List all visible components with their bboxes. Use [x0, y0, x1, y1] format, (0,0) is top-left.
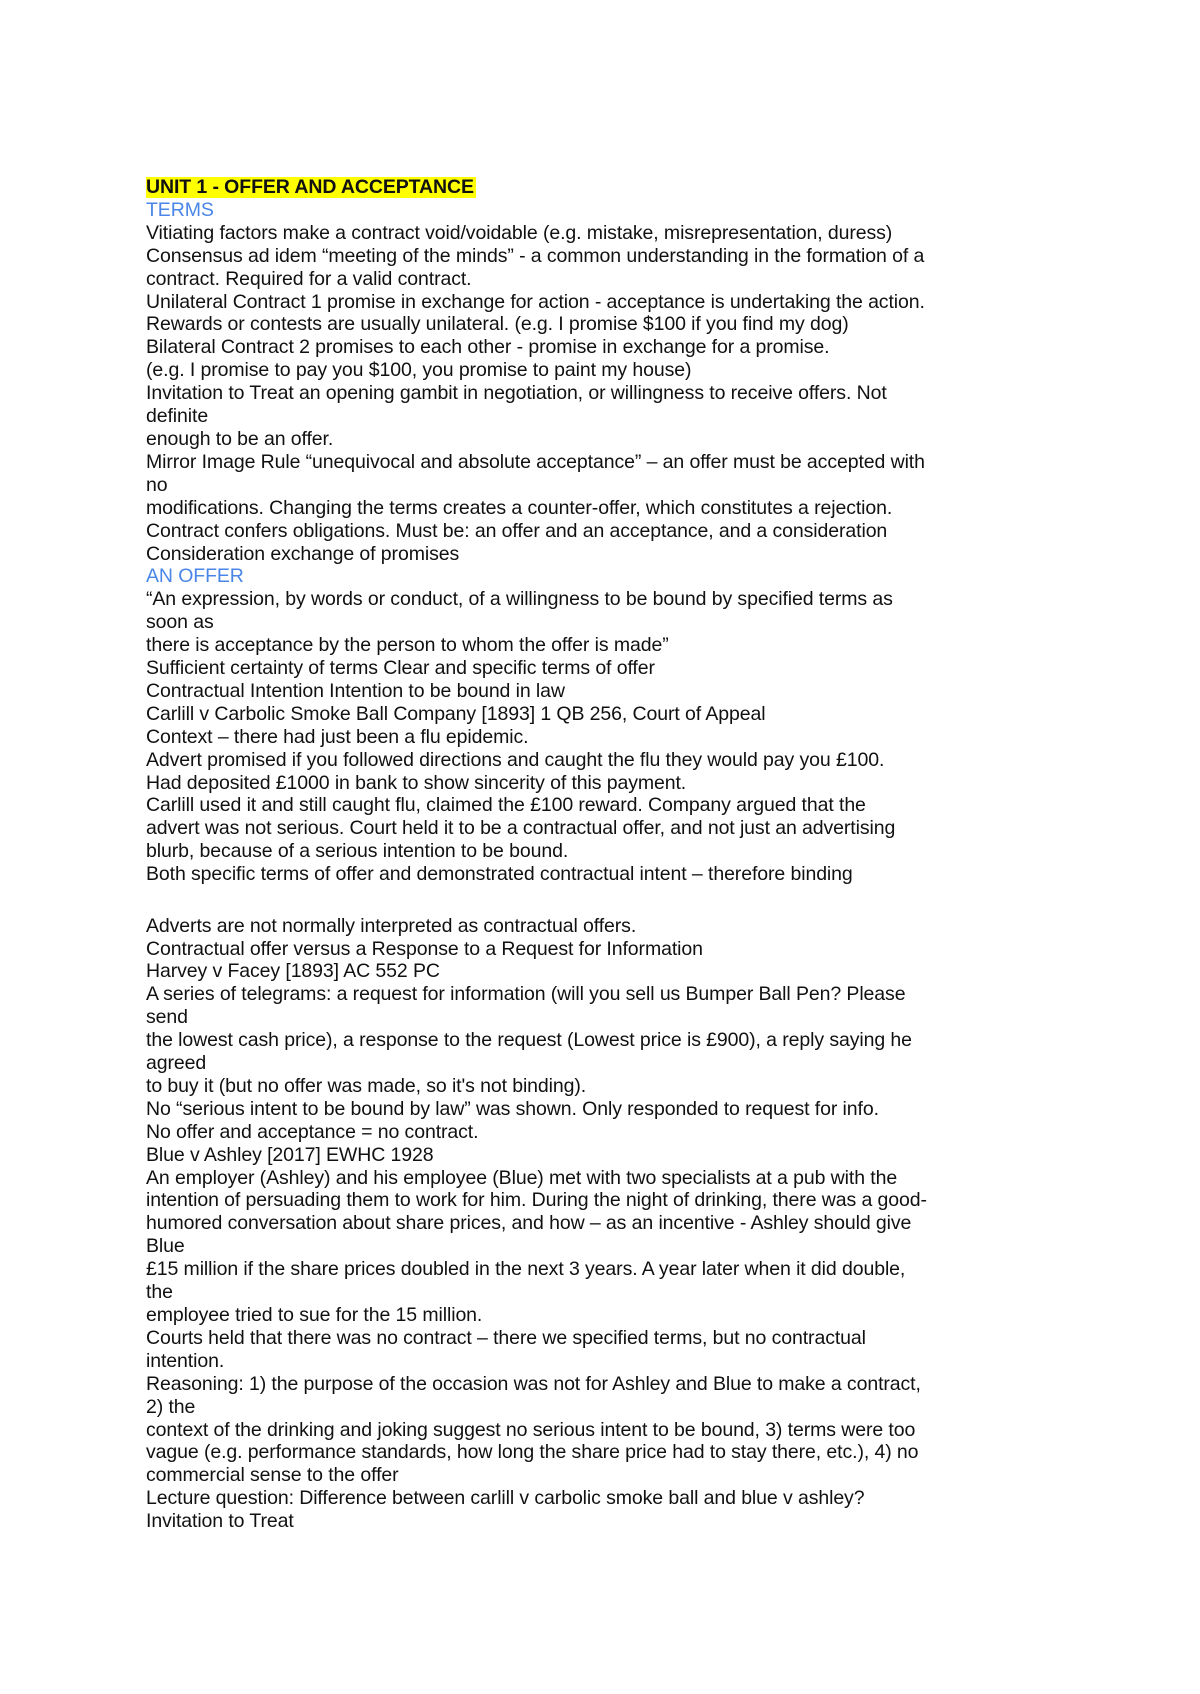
text-line: 2) the: [146, 1395, 196, 1418]
text-line: No “serious intent to be bound by law” was shown. Only responded to request for info.: [146, 1097, 879, 1120]
text-line: commercial sense to the offer: [146, 1464, 399, 1487]
text-line: Consensus ad idem “meeting of the minds” - a common understanding in the formation of a: [146, 244, 925, 267]
text-line: Blue: [146, 1235, 185, 1258]
text-line: the: [146, 1281, 173, 1304]
text-line: Mirror Image Rule “unequivocal and absolute acceptance” – an offer must be accepted with: [146, 450, 925, 473]
text-line: Adverts are not normally interpreted as contractual offers.: [146, 914, 637, 937]
document-title: UNIT 1 - OFFER AND ACCEPTANCE: [146, 176, 474, 198]
text-line: no: [146, 473, 168, 496]
text-line: (e.g. I promise to pay you $100, you promise to paint my house): [146, 359, 692, 382]
text-line: Invitation to Treat: [146, 1510, 294, 1533]
text-line: Rewards or contests are usually unilateral. (e.g. I promise $100 if you find my dog): [146, 313, 849, 336]
text-line: the lowest cash price), a response to the request (Lowest price is £900), a reply saying he: [146, 1029, 912, 1052]
text-line: Lecture question: Difference between carlill v carbolic smoke ball and blue v ashley?: [146, 1487, 865, 1510]
text-line: context of the drinking and joking suggest no serious intent to be bound, 3) terms were too: [146, 1418, 916, 1441]
text-line: Vitiating factors make a contract void/voidable (e.g. mistake, misrepresentation, duress): [146, 221, 893, 244]
paragraph-gap: [146, 886, 1156, 915]
text-line: blurb, because of a serious intention to be bound.: [146, 840, 569, 863]
text-line: humored conversation about share prices, and how – as an incentive - Ashley should give: [146, 1212, 912, 1235]
text-line: there is acceptance by the person to whom the offer is made”: [146, 634, 669, 657]
text-line: send: [146, 1006, 188, 1029]
text-line: advert was not serious. Court held it to be a contractual offer, and not just an advertising: [146, 817, 896, 840]
text-line: Reasoning: 1) the purpose of the occasion was not for Ashley and Blue to make a contract,: [146, 1372, 921, 1395]
text-line: Advert promised if you followed directions and caught the flu they would pay you £100.: [146, 748, 885, 771]
text-line: Blue v Ashley [2017] EWHC 1928: [146, 1143, 434, 1166]
text-line: Sufficient certainty of terms Clear and specific terms of offer: [146, 657, 655, 680]
text-line: Consideration exchange of promises: [146, 542, 460, 565]
text-line: Harvey v Facey [1893] AC 552 PC: [146, 960, 440, 983]
text-line: No offer and acceptance = no contract.: [146, 1120, 479, 1143]
text-line: Contract confers obligations. Must be: an offer and an acceptance, and a consideration: [146, 519, 888, 542]
text-line: modifications. Changing the terms creates a counter-offer, which constitutes a rejection.: [146, 496, 893, 519]
text-line: enough to be an offer.: [146, 427, 334, 450]
text-line: “An expression, by words or conduct, of a willingness to be bound by specified terms as: [146, 588, 893, 611]
text-line: intention of persuading them to work for him. During the night of drinking, there was a good-: [146, 1189, 927, 1212]
text-line: Unilateral Contract 1 promise in exchange for action - acceptance is undertaking the action.: [146, 290, 925, 313]
text-line: Invitation to Treat an opening gambit in negotiation, or willingness to receive offers. Not: [146, 382, 887, 405]
text-line: Had deposited £1000 in bank to show sincerity of this payment.: [146, 771, 687, 794]
text-line: intention.: [146, 1349, 225, 1372]
text-line: Context – there had just been a flu epidemic.: [146, 725, 529, 748]
terms-section: [146, 222, 1156, 566]
later-section: [146, 915, 1156, 1533]
text-line: Carlill used it and still caught flu, claimed the £100 reward. Company argued that the: [146, 794, 866, 817]
document-page: [146, 176, 1156, 1533]
text-line: Courts held that there was no contract – there we specified terms, but no contractual: [146, 1326, 866, 1349]
title-line: [146, 176, 1156, 199]
text-line: soon as: [146, 611, 214, 634]
text-line: Both specific terms of offer and demonstrated contractual intent – therefore binding: [146, 863, 853, 886]
text-line: Contractual offer versus a Response to a Request for Information: [146, 937, 703, 960]
text-line: definite: [146, 405, 209, 428]
text-line: employee tried to sue for the 15 million.: [146, 1304, 483, 1326]
text-line: An employer (Ashley) and his employee (Blue) met with two specialists at a pub with the: [146, 1166, 898, 1189]
text-line: vague (e.g. performance standards, how long the share price had to stay there, etc.), 4) no: [146, 1441, 919, 1464]
text-line: A series of telegrams: a request for information (will you sell us Bumper Ball Pen? Please: [146, 983, 906, 1006]
text-line: Contractual Intention Intention to be bound in law: [146, 679, 565, 702]
offer-section: [146, 588, 1156, 886]
section-heading-terms: TERMS: [146, 198, 214, 221]
text-line: agreed: [146, 1052, 207, 1075]
text-line: Bilateral Contract 2 promises to each other - promise in exchange for a promise.: [146, 336, 830, 359]
section-heading-offer: AN OFFER: [146, 565, 244, 588]
text-line: £15 million if the share prices doubled in the next 3 years. A year later when it did double,: [146, 1258, 906, 1281]
text-line: Carlill v Carbolic Smoke Ball Company [1893] 1 QB 256, Court of Appeal: [146, 702, 766, 725]
text-line: contract. Required for a valid contract.: [146, 267, 472, 290]
text-line: to buy it (but no offer was made, so it's not binding).: [146, 1074, 587, 1097]
